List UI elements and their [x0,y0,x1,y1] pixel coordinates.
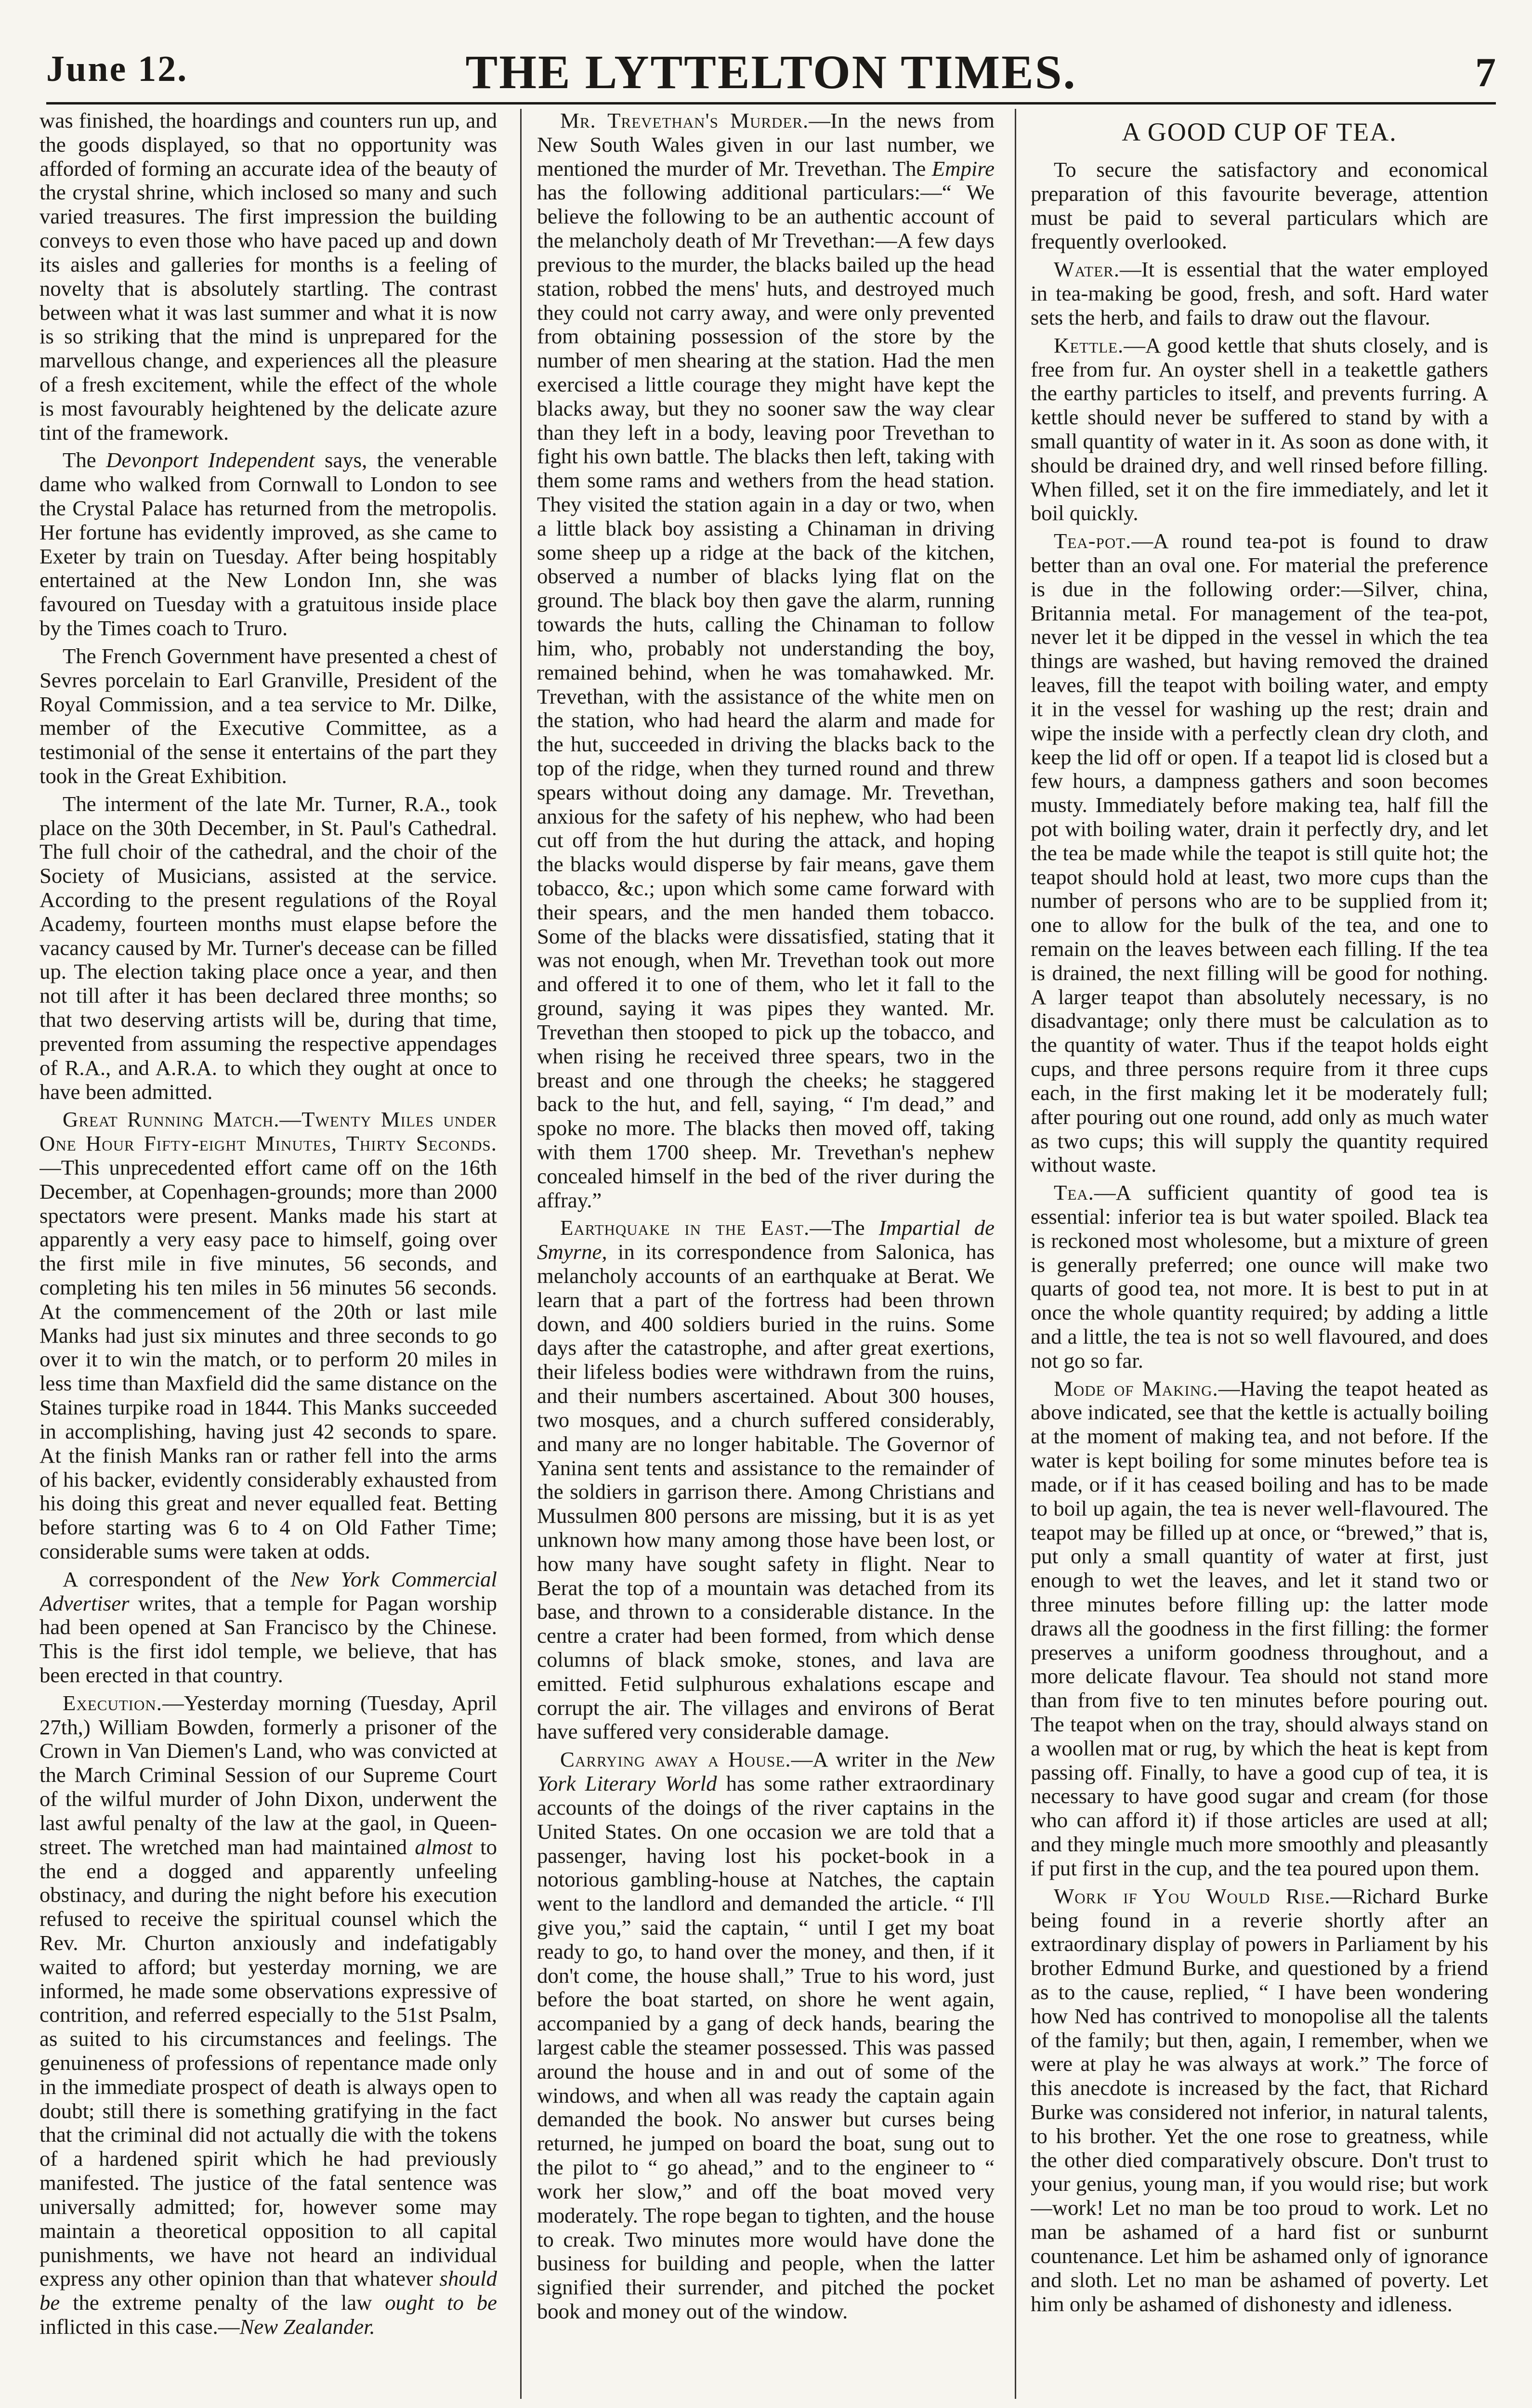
earthquake-article: Earthquake in the East.—The Impartial de Smyrne, in its correspondence from Salonica, has melancholy accounts of an earthquake at Berat. We learn that a part of the fortress had been thrown down, and 400 soldiers buried in the ruins. Some days after the catastrophe, and after great exertions, their lifeless bodies were withdrawn from the ruins, and their numbers ascertained. About 300 houses, two mosques, and a church suffered considerably, and many are no longer habitable. The Governor of Yanina sent tents and assistance to the remainder of the soldiers in garrison there. Among Christians and Mussulmen 800 persons are missing, but it is as yet unknown how many among those have been lost, or how many have sought safety in flight. Near to Berat the top of a mountain was detached from its base, and thrown to a considerable distance. In the centre a crater had been formed, from which dense columns of black smoke, stones, and lava are emitted. Fetid sulphurous exhalations escape and corrupt the air. The villages and environs of Berat have suffered very considerable damage. [537,1216,995,1744]
kettle-paragraph: Kettle.—A good kettle that shuts closely, and is free from fur. An oyster shell in a teakettle gathers the earthy particles to itself, and prevents furring. A kettle should never be suffered to stand by with a small quantity of water in it. As soon as done with, it should be drained dry, and well rinsed before filling. When filled, set it on the fire immediately, and let it boil quickly. [1031,333,1488,525]
article-heading: Mr. Trevethan's Murder. [560,109,809,132]
teapot-paragraph: Tea-pot.—A round tea-pot is found to draw better than an oval one. For material the preference is due in the following order:—Silver, china, Britannia metal. For management of the tea-pot, never let it be dipped in the vessel in which the tea things are washed, but having removed the drained leaves, fill the teapot with boiling water, and empty it in the vessel for washing up the rest; drain and wipe the inside with a perfectly clean dry cloth, and keep the lid off or open. If a teapot lid is closed but a few hours, a dampness gathers and soon becomes musty. Immediately before making tea, half fill the pot with boiling water, drain it perfectly dry, and let the tea be made while the teapot is still quite hot; the teapot should hold at least, two more cups than the number of persons who are to be supplied from it; one to allow for the bulk of the tea, and one to remain on the leaves between each filling. If the tea is drained, the next filling will be good for nothing. A larger teapot than absolutely necessary, is no disadvantage; only there must be calculation as to the quantity of water. Thus if the teapot holds eight cups, and three persons require from it three cups each, in the first making let it be moderately full; after pouring out one round, add only as much water as two cups; this will supply the quantity required without waste. [1031,529,1488,1177]
article-heading: Mode of Making. [1054,1376,1218,1400]
article-heading: Water. [1054,257,1120,282]
publication-title: Impartial de Smyrne, [537,1216,995,1264]
tea-headline: A GOOD CUP OF TEA. [1122,118,1397,146]
mode-of-making-paragraph: Mode of Making.—Having the teapot heated as above indicated, see that the kettle is actually boiling at the moment of making tea, and not before. If the water is kept boiling for some minutes before tea is made, or if it has ceased boiling and has to be made to boil up again, the tea is never well-flavoured. The teapot may be filled up at once, or “brewed,” that is, put only a small quantity of water at first, just enough to wet the leaves, and let it stand two or three minutes before filling up: the latter mode draws all the goodness in the first filling: the former preserves a uniform goodness throughout, and a more delicate flavour. Tea should not stand more than from five to ten minutes before pouring out. The teapot when on the tray, should always stand on a woollen mat or rug, by which the heat is kept from passing off. Finally, to have a good cup of tea, it is necessary to have good sugar and cream (for those who can afford it) if those articles are used at all; and they mingle much more smoothly and pleasantly if put first in the cup, and the tea poured upon them. [1031,1376,1488,1880]
water-paragraph: Water.—It is essential that the water employed in tea-making be good, fresh, and soft. Hard water sets the herb, and fails to draw out the flavour. [1031,257,1488,329]
article-source: New Zealander. [239,2314,375,2339]
running-match-article: Great Running Match.—Twenty Miles under One Hour Fifty-eight Minutes, Thirty Seconds.—This unprecedented effort came off on the 16th December, at Copenhagen-grounds; more than 2000 spectators were present. Manks made his start at apparently a very easy pace to himself, going over the first mile in five minutes, 56 seconds, and completing his ten miles in 56 minutes 56 seconds. At the commencement of the 20th or last mile Manks had just six minutes and three seconds to go over it to win the match, or to perform 20 miles in less time than Maxfield did the same distance on the Staines turpike road in 1844. This Manks succeeded in accomplishing, having just 42 seconds to spare. At the finish Manks ran or rather fell into the arms of his backer, evidently considerably exhausted from his doing this great and never equalled feat. Betting before starting was 6 to 4 on Old Father Time; considerable sums were taken at odds. [39,1107,497,1563]
trevethan-article: Mr. Trevethan's Murder.—In the news from New South Wales given in our last number, we mentioned the murder of Mr. Trevethan. The Empire has the following additional particulars:—“ We believe the following to be an authentic account of the melancholy death of Mr Trevethan:—A few days previous to the murder, the blacks bailed up the head station, robbed the mens' huts, and destroyed much they could not carry away, and were only prevented from obtaining possession of the store by the number of men shearing at the station. Had the men exercised a little courage they might have kept the blacks away, but they no sooner saw the way clear than they left in a body, leaving poor Trevethan to fight his own battle. The blacks then left, taking with them some rams and wethers from the head station. They visited the station again in a day or two, when a little black boy assisting a Chinaman in driving some sheep up a ridge at the back of the kitchen, observed a number of blacks lying flat on the ground. The black boy then gave the alarm, running towards the huts, calling the Chinaman to follow him, who, probably not understanding the boy, remained behind, when he was tomahawked. Mr. Trevethan, with the assistance of the white men on the station, who had heard the alarm and made for the hut, succeeded in driving the blacks back to the top of the ridge, when they turned round and threw spears without doing any damage. Mr. Trevethan, anxious for the safety of his nephew, who had been cut off from the hut during the attack, and hoping the blacks would disperse by fair means, gave them tobacco, &c.; upon which some came forward with their spears, and the men handed them tobacco. Some of the blacks were dissatisfied, stating that it was not enough, when Mr. Trevethan took out more and offered it to one of them, who let it fall to the ground, saying it was pipes they wanted. Mr. Trevethan then stooped to pick up the tobacco, and when rising he received three spears, two in the breast and one through the cheeks; he staggered back to the hut, and fell, saying, “ I'm dead,” and spoke no more. The blacks then moved off, taking with them 1700 sheep. Mr. Trevethan's nephew concealed himself in the bed of the river during the affray.” [537,109,995,1212]
page-number: 7 [1475,49,1496,95]
sevres-paragraph: The French Government have presented a chest of Sevres porcelain to Earl Granville, President of the Royal Commission, and a tea service to Mr. Dilke, member of the Executive Committee, as a testimonial of the sense it entertains of the part they took in the Great Exhibition. [39,643,497,788]
article-heading: Carrying away a House. [560,1747,791,1772]
issue-date: June 12. [46,49,188,89]
crystal-palace-paragraph: was finished, the hoardings and counters run up, and the goods displayed, so that no opportunity was afforded of forming an accurate idea of the beauty of the crystal shrine, which inclosed so many and such varied treasures. The first impression the building conveys to even those who have paced up and down its aisles and galleries for months is a feeling of novelty that is absolutely startling. The contrast between what it was last summer and what it is now is so striking that the mind is unprepared for the marvellous change, and experiences all the pleasure of a fresh excitement, while the effect of the whole is most favourably heightened by the delicate azure tint of the framework. [39,109,497,445]
article-heading: Tea. [1054,1180,1094,1205]
article-heading: Kettle. [1054,333,1124,357]
column-2 [537,109,995,2401]
publication-title: Empire [931,156,995,181]
house-article: Carrying away a House.—A writer in the New York Literary World has some rather extraordinary accounts of the doings of the river captains in the United States. On one occasion we are told that a passenger, having lost his pocket-book in a notorious gambling-house at Natches, the captain went to the landlord and demanded the article. “ I'll give you,” said the captain, “ until I get my boat ready to go, to hand over the money, and then, if it don't come, the house shall,” True to his word, just before the boat started, on shore he went again, accompanied by a gang of deck hands, bearing the largest cable the steamer possessed. This was passed around the house and in and out of some of the windows, and when all was ready the captain again demanded the book. No answer but curses being returned, he jumped on board the boat, sung out to the pilot to “ go ahead,” and to the engineer to “ work her slow,” and off the boat moved very moderately. The rope began to tighten, and the house to creak. Two minutes more would have done the business for building and people, when the latter signified their surrender, and pitched the pocket book and money out of the window. [537,1747,995,2323]
column-divider-1 [520,109,522,2399]
masthead [46,44,1496,105]
devonport-paragraph: The Devonport Independent says, the venerable dame who walked from Cornwall to London to see the Crystal Palace has returned from the metropolis. Her fortune has evidently improved, as she came to Exeter by train on Tuesday. After being hospitably entertained at the New London Inn, she was favoured on Tuesday with a gratuitous inside place by the Times coach to Truro. [39,448,497,641]
column-3 [1031,109,1488,2401]
article-heading: Execution. [63,1690,162,1715]
pagan-temple-paragraph: A correspondent of the New York Commercial Advertiser writes, that a temple for Pagan worship had been opened at San Francisco by the Chinese. This is the first idol temple, we believe, that has been erected in that country. [39,1567,497,1687]
publication-title: New York Literary World [537,1747,995,1796]
tea-intro: To secure the satisfactory and economical preparation of this favourite beverage, attention must be paid to several particulars which are frequently overlooked. [1031,157,1488,254]
tea-paragraph: Tea.—A sufficient quantity of good tea is essential: inferior tea is but water spoiled. Black tea is reckoned most wholesome, but a mixture of green is generally preferred; one ounce will make two quarts of good tea, not more. It is best to put in at once the whole quantity required; by adding a little and a little, the tea is not so well flavoured, and does not go so far. [1031,1180,1488,1373]
article-heading: Great Running Match.—Twenty Miles under One Hour Fifty-eight Minutes, Thirty Seconds. [39,1107,497,1156]
turner-paragraph: The interment of the late Mr. Turner, R.A., took place on the 30th December, in St. Paul's Cathedral. The full choir of the cathedral, and the choir of the Society of Musicians, assisted at the service. According to the present regulations of the Royal Academy, fourteen months must elapse before the vacancy caused by Mr. Turner's decease can be filled up. The election taking place once a year, and then not till after it has been declared three months; so that two deserving artists will be, during that time, prevented from assuming the respective appendages of R.A., and A.R.A. to which they ought at once to have been admitted. [39,791,497,1104]
column-1 [39,109,497,2401]
article-heading: Work if You Would Rise. [1054,1884,1331,1908]
column-divider-2 [1015,109,1016,2399]
article-heading: Earthquake in the East. [560,1216,810,1240]
article-heading: Tea-pot. [1054,529,1132,553]
work-if-you-would-rise-article: Work if You Would Rise.—Richard Burke being found in a reverie shortly after an extraordinary display of powers in Parliament by his brother Edmund Burke, and questioned by a friend as to the cause, replied, “ I have been wondering how Ned has contrived to monopolise all the talents of the family; but then, again, I remember, when we were at play he was always at work.” The force of this anecdote is increased by the fact, that Richard Burke was considered not inferior, in natural talents, to his brother. Yet the one rose to greatness, while the other died comparatively obscure. Don't trust to your genius, young man, if you would rise; but work—work! Let no man be too proud to work. Let no man be ashamed of a hard fist or sunburnt countenance. Let him be ashamed only of ignorance and sloth. Let no man be ashamed of poverty. Let him only be ashamed of dishonesty and idleness. [1031,1884,1488,2316]
execution-article: Execution.—Yesterday morning (Tuesday, April 27th,) William Bowden, formerly a prisoner of the Crown in Van Diemen's Land, who was convicted at the March Criminal Session of our Supreme Court of the wilful murder of John Dixon, underwent the last awful penalty of the law at the gaol, in Queen-street. The wretched man had maintained almost to the end a dogged and apparently unfeeling obstinacy, and during the night before his execution refused to receive the spiritual counsel which the Rev. Mr. Churton anxiously and indefatigably waited to afford; but yesterday morning, we are informed, he made some observations expressive of contrition, and referred especially to the 51st Psalm, as suited to his circumstances and feelings. The genuineness of professions of repentance made only in the immediate prospect of death is always open to doubt; still there is something gratifying in the fact that the criminal did not actually die with the tokens of a hardened spirit which he had previously manifested. The justice of the fatal sentence was universally admitted; for, however some may maintain a theoretical opposition to all capital punishments, we have not heard an individual express any other opinion than that whatever should be the extreme penalty of the law ought to be inflicted in this case.—New Zealander. [39,1690,497,2339]
newspaper-title: THE LYTTELTON TIMES. [465,45,1077,99]
publication-title: Devonport Independent [106,448,315,472]
publication-title: New York Commercial Advertiser [39,1567,497,1615]
